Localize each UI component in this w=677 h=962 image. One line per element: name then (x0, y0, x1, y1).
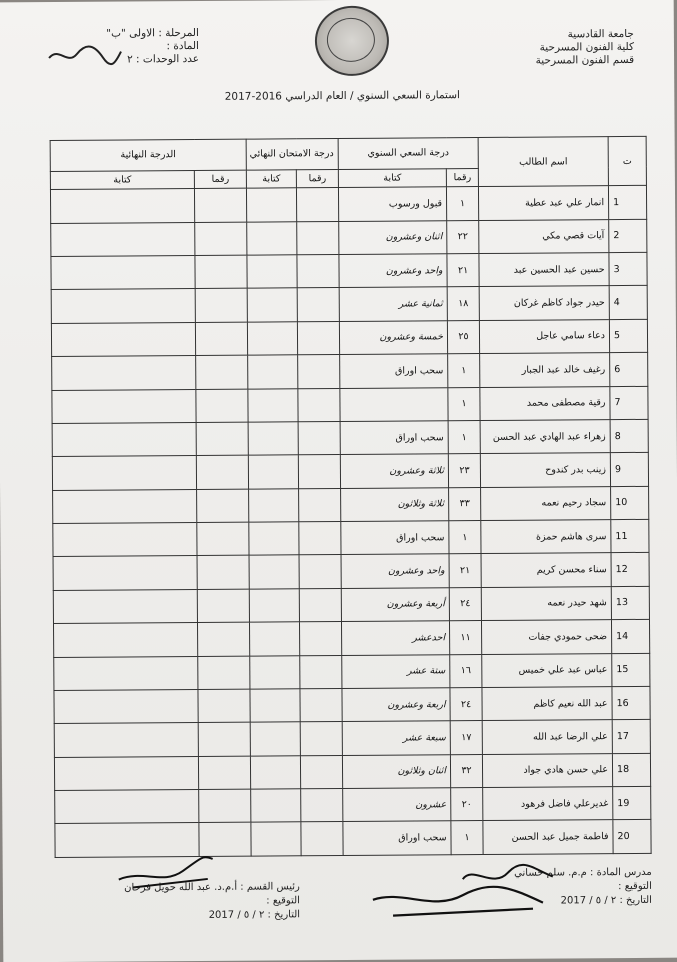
annual-digits: ١ (448, 354, 480, 388)
teacher-signature (363, 858, 563, 929)
exam-digits (300, 755, 342, 789)
exam-digits (296, 188, 338, 222)
final-words (52, 389, 196, 423)
final-header: الدرجة النهائية (50, 139, 246, 171)
final-digits (197, 556, 249, 590)
exam-digits (299, 588, 341, 622)
final-digits (195, 289, 247, 323)
head-date: التاريخ : ٢ / ٥ / 2017 (208, 909, 301, 921)
name-header: اسم الطالب (478, 137, 608, 187)
annual-words: واحد وعشرون (339, 254, 447, 288)
student-name: غديرعلي فاضل فرهود (483, 787, 613, 821)
table-row (54, 720, 650, 758)
table-row (50, 186, 646, 224)
final-digits (197, 622, 249, 656)
exam-digits (300, 688, 342, 722)
student-name: سرى هاشم حمزة (481, 520, 611, 554)
table-row (53, 519, 649, 557)
row-index: 18 (612, 753, 650, 787)
row-index: 7 (610, 386, 648, 420)
final-digits (196, 422, 248, 456)
final-digits (198, 756, 250, 790)
final-words (53, 523, 197, 557)
student-name: سناء محسن كريم (481, 553, 611, 587)
table-row (53, 486, 649, 524)
row-index: 10 (611, 486, 649, 520)
teacher-date: التاريخ : ٢ / ٥ / 2017 (560, 894, 652, 907)
annual-words: سحب اوراق (343, 821, 451, 855)
grades-table (50, 136, 652, 858)
row-index: 15 (612, 653, 650, 687)
student-name: زينب بدر كندوح (480, 453, 610, 487)
annual-digits: ١ (448, 387, 480, 421)
annual-digits: ١٧ (450, 721, 482, 755)
exam-digits (300, 722, 342, 756)
units-label: عدد الوحدات : ٢ (127, 52, 200, 66)
annual-digits: ١ (446, 187, 478, 221)
final-digits (195, 222, 247, 256)
annual-words: سحب اوراق (340, 421, 448, 455)
annual-words: سبعة عشر (342, 721, 450, 755)
row-index: 12 (611, 553, 649, 587)
exam-words (251, 789, 301, 823)
annual-digits: ٢٤ (450, 687, 482, 721)
table-row (52, 386, 648, 424)
exam-digits (297, 288, 339, 322)
head-signature (113, 849, 223, 895)
final-words (54, 723, 198, 757)
annual-digits: ١١ (450, 621, 482, 655)
exam-words (247, 322, 297, 356)
annual-words: خمسة وعشرون (339, 321, 447, 355)
exam-digits (297, 255, 339, 289)
table-row (53, 586, 649, 624)
table-row (55, 786, 651, 824)
student-name: رغيف خالد عبد الجبار (480, 353, 610, 387)
student-name: سجاد رحيم نعمه (481, 486, 611, 520)
university-seal-logo (315, 6, 389, 77)
annual-words (340, 387, 448, 421)
final-words (55, 790, 199, 824)
final-digits (198, 689, 250, 723)
annual-words: احدعشر (342, 621, 450, 655)
annual-words: سحب اوراق (341, 521, 449, 555)
table-row (52, 453, 648, 491)
annual-words: ستة عشر (342, 654, 450, 688)
student-name: علي حسن هادي جواد (482, 753, 612, 787)
university-name: جامعة القادسية (567, 27, 634, 41)
student-name: انمار علي عبد عطية (478, 186, 608, 220)
exam-digits (297, 321, 339, 355)
exam-digits (298, 355, 340, 389)
final-words (51, 256, 195, 290)
final-words (54, 656, 198, 690)
exam-words (249, 622, 299, 656)
final-digits (196, 455, 248, 489)
annual-digits: ٢٠ (451, 788, 483, 822)
row-index: 17 (612, 720, 650, 754)
form-title: استمارة السعي السنوي / العام الدراسي 2016-2017 (224, 89, 460, 103)
final-words (52, 356, 196, 390)
row-index: 20 (613, 820, 651, 854)
table-row (54, 753, 650, 791)
annual-words: ثلاثة وثلاثون (341, 487, 449, 521)
final-words (53, 589, 197, 623)
row-index: 11 (611, 519, 649, 553)
annual-digits: ٣٣ (449, 487, 481, 521)
annual-words: اثنان وعشرون (339, 220, 447, 254)
annual-digits: ٢١ (447, 254, 479, 288)
annual-words: أربعة وعشرون (341, 588, 449, 622)
college-name: كلية الفنون المسرحية (539, 40, 635, 54)
exam-words (248, 455, 298, 489)
final-words (53, 556, 197, 590)
annual-words: عشرون (343, 788, 451, 822)
exam-words (249, 589, 299, 623)
student-name: آيات قصي مكي (479, 219, 609, 253)
final-words-header: كتابة (50, 170, 194, 190)
annual-digits: ٢٤ (449, 587, 481, 621)
exam-words-header: كتابة (246, 170, 296, 189)
annual-digits: ١ (449, 521, 481, 555)
annual-words: قبول ورسوب (338, 187, 446, 221)
row-index: 3 (609, 252, 647, 286)
row-index: 2 (609, 219, 647, 253)
table-row (52, 353, 648, 391)
table-row (51, 219, 647, 257)
teacher-signature-label: التوقيع : (618, 880, 652, 893)
row-index: 16 (612, 686, 650, 720)
exam-words (250, 689, 300, 723)
exam-digits (300, 622, 342, 656)
final-digits (197, 522, 249, 556)
annual-digits: ١٨ (447, 287, 479, 321)
stage-label: المرحلة : الاولى "ب" (106, 26, 199, 40)
exam-words (247, 221, 297, 255)
table-header-row (50, 136, 646, 171)
final-digits (197, 489, 249, 523)
final-words (53, 489, 197, 523)
row-index: 13 (611, 586, 649, 620)
subject-label: المادة : (166, 39, 200, 53)
row-index: 5 (609, 319, 647, 353)
head-signature-label: التوقيع : (266, 895, 300, 907)
exam-digits-header: رقما (296, 169, 338, 188)
final-words (50, 189, 194, 223)
final-digits-header: رقما (194, 170, 246, 189)
annual-words: ثلاثة وعشرون (340, 454, 448, 488)
table-row (51, 252, 647, 290)
annual-words: سحب اوراق (340, 354, 448, 388)
exam-words (249, 555, 299, 589)
student-name: عبد الله نعيم كاظم (482, 687, 612, 721)
annual-words: اربعة وعشرون (342, 688, 450, 722)
final-words (51, 289, 195, 323)
final-digits (197, 589, 249, 623)
annual-digits: ٢٣ (448, 454, 480, 488)
student-name: حسين عبد الحسين عبد (479, 253, 609, 287)
row-index: 19 (613, 786, 651, 820)
row-index: 6 (610, 353, 648, 387)
annual-digits: ١ (448, 420, 480, 454)
annual-digits: ١٦ (450, 654, 482, 688)
final-digits (196, 355, 248, 389)
exam-digits (298, 455, 340, 489)
exam-words (251, 822, 301, 856)
final-words (54, 756, 198, 790)
annual-words: ثمانية عشر (339, 287, 447, 321)
annual-header: درجة السعي السنوي (338, 138, 478, 170)
table-row (51, 286, 647, 324)
row-index: 4 (609, 286, 647, 320)
exam-words (249, 488, 299, 522)
student-name: حيدر جواد كاظم غركان (479, 286, 609, 320)
final-digits (194, 188, 246, 222)
student-name: دعاء سامي عاجل (479, 319, 609, 353)
row-index: 9 (610, 453, 648, 487)
exam-words (250, 722, 300, 756)
table-row (54, 686, 650, 724)
exam-words (249, 522, 299, 556)
final-words (53, 623, 197, 657)
annual-digits: ١ (451, 821, 483, 855)
annual-digits: ٣٢ (450, 754, 482, 788)
final-digits (198, 656, 250, 690)
final-digits (196, 389, 248, 423)
table-row (54, 653, 650, 691)
final-digits (195, 322, 247, 356)
exam-digits (298, 421, 340, 455)
student-name: فاطمة جميل عبد الحسن (483, 820, 613, 854)
final-words (51, 222, 195, 256)
exam-digits (299, 488, 341, 522)
exam-header: درجة الامتحان النهائي (246, 139, 338, 170)
student-name: علي الرضا عبد الله (482, 720, 612, 754)
table-row (53, 553, 649, 591)
exam-digits (297, 221, 339, 255)
exam-words (248, 388, 298, 422)
final-words (52, 422, 196, 456)
exam-digits (300, 655, 342, 689)
annual-digits: ٢١ (449, 554, 481, 588)
annual-digits: ٢٢ (447, 220, 479, 254)
index-header: ت (608, 136, 646, 186)
exam-words (248, 422, 298, 456)
student-name: رقية مصطفى محمد (480, 386, 610, 420)
teacher-name: مدرس المادة : م.م. سلم حساني (514, 866, 652, 879)
final-words (54, 689, 198, 723)
row-index: 14 (611, 620, 649, 654)
student-name: ضحى حمودي جفات (482, 620, 612, 654)
annual-words: واحد وعشرون (341, 554, 449, 588)
exam-digits (301, 822, 343, 856)
exam-words (248, 355, 298, 389)
table-row (52, 419, 648, 457)
exam-digits (298, 388, 340, 422)
exam-digits (299, 522, 341, 556)
final-words (51, 322, 195, 356)
student-name: زهراء عبد الهادي عبد الحسن (480, 420, 610, 454)
exam-digits (299, 555, 341, 589)
table-row (53, 620, 649, 658)
annual-words: اثنان وثلاثون (342, 754, 450, 788)
final-digits (199, 789, 251, 823)
row-index: 8 (610, 419, 648, 453)
exam-words (247, 255, 297, 289)
exam-digits (301, 789, 343, 823)
institution-header (535, 28, 634, 68)
department-name: قسم الفنون المسرحية (535, 53, 635, 67)
annual-words-header: كتابة (338, 169, 446, 188)
annual-digits: ٢٥ (447, 320, 479, 354)
student-name: شهد حيدر نعمه (481, 586, 611, 620)
final-digits (198, 722, 250, 756)
table-row (51, 319, 647, 357)
student-name: عباس عبد علي خميس (482, 653, 612, 687)
row-index: 1 (608, 186, 646, 220)
final-words (52, 456, 196, 490)
exam-words (250, 755, 300, 789)
exam-words (250, 655, 300, 689)
subject-handwriting-mark (45, 39, 125, 70)
annual-digits-header: رقما (446, 168, 478, 187)
final-digits (195, 255, 247, 289)
head-name: رئيس القسم : أ.م.د. عبد الله حويل فرحان (124, 881, 300, 894)
exam-words (246, 188, 296, 222)
exam-words (247, 288, 297, 322)
